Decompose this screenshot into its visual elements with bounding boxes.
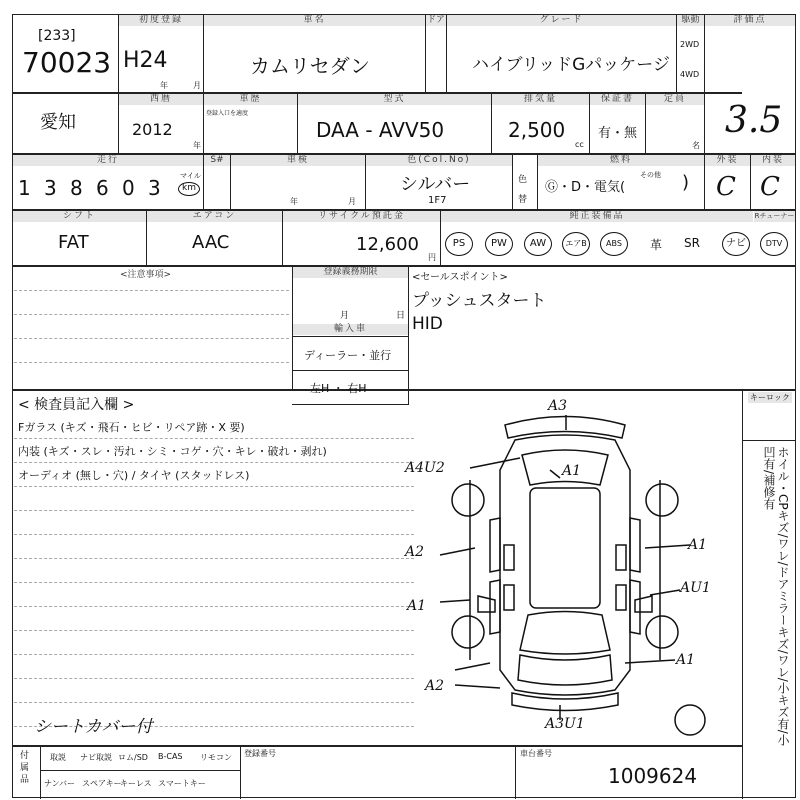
grade-header: グレード bbox=[447, 15, 676, 26]
mark-right-rear-door: A1 bbox=[688, 537, 708, 553]
footer-top-item: ロム/SD bbox=[118, 753, 148, 762]
import-header: 輸入車 bbox=[293, 324, 408, 335]
footer-top-item: B-CAS bbox=[158, 752, 183, 761]
reg-month-unit: 月 bbox=[340, 311, 350, 321]
equipment-item: SR bbox=[684, 236, 700, 250]
interior-header: 内装 bbox=[751, 155, 795, 166]
footer-bottom-item: キーレス bbox=[120, 779, 152, 788]
color-header: 色(Col.No) bbox=[366, 155, 512, 166]
shaken-header: 車歴 bbox=[204, 94, 297, 105]
notes-header: <注意事項> bbox=[120, 270, 172, 280]
displacement-value: 2,500 bbox=[508, 118, 566, 142]
shift-header: シフト bbox=[13, 211, 146, 222]
capacity-unit: 名 bbox=[692, 141, 700, 150]
drive-2wd: 2WD bbox=[680, 40, 700, 49]
fuel-close: ) bbox=[682, 172, 690, 193]
car-name-header: 車名 bbox=[204, 15, 425, 26]
mileage-digit: 1 bbox=[18, 176, 31, 200]
footer-bottom-item: スペアキー bbox=[82, 779, 122, 788]
registration-header: 登録義務期限 bbox=[293, 267, 408, 278]
seireki-unit: 年 bbox=[193, 141, 201, 150]
lot-number: 70023 bbox=[22, 46, 112, 79]
fuel-value: Ⓖ・D・電気( bbox=[545, 180, 626, 195]
equipment-item: AW bbox=[524, 232, 552, 256]
mark-left-front-fender: A2 bbox=[425, 678, 445, 694]
color-code: 1F7 bbox=[428, 195, 447, 206]
steering: 左H ・ 右H bbox=[310, 382, 367, 395]
inspection-year-unit: 年 bbox=[290, 197, 298, 206]
footer-label: 付属品 bbox=[20, 751, 30, 785]
mark-rear-bumper: A3 bbox=[548, 398, 568, 414]
mark-right-front-door: AU1 bbox=[680, 580, 711, 596]
mark-rear-left: A4U2 bbox=[405, 460, 445, 476]
displacement-header: 排気量 bbox=[492, 94, 589, 105]
reg-number-label: 登録番号 bbox=[244, 749, 276, 758]
sales-point-2: HID bbox=[412, 314, 443, 334]
displacement-unit: cc bbox=[575, 140, 584, 149]
equipment-item: PW bbox=[485, 232, 513, 256]
equipment-item: PS bbox=[445, 232, 473, 256]
mileage-header: 走行 bbox=[13, 155, 203, 166]
inspection-month-unit: 月 bbox=[348, 197, 356, 206]
seireki-header: 西暦 bbox=[119, 94, 203, 105]
mark-left-front-door: A1 bbox=[407, 598, 427, 614]
first-reg-year-unit: 年 bbox=[160, 81, 168, 90]
inspector-line-1: Fガラス (キズ・飛石・ヒビ・リペア跡・X 要) bbox=[18, 421, 245, 434]
fuel-other: その他 bbox=[640, 171, 661, 179]
warranty-value: 有・無 bbox=[598, 126, 638, 141]
recolor-label: 色替 bbox=[518, 175, 528, 205]
first-reg-month-unit: 月 bbox=[193, 81, 201, 90]
mark-trunk: A1 bbox=[562, 463, 582, 479]
door-header: ドア bbox=[427, 15, 445, 25]
interior-value: C bbox=[760, 172, 780, 202]
mileage-digit: 0 bbox=[122, 176, 135, 200]
model-value: DAA - AVV50 bbox=[316, 118, 445, 142]
mileage-digit: 6 bbox=[96, 176, 109, 200]
right-vertical-text: ホイル・CPキズ/ワレ/ドアミラーキズ/ワレ/小キズ有/小凹有/補修有 bbox=[762, 446, 790, 746]
exterior-value: C bbox=[716, 172, 736, 202]
grade: ハイブリッドGパッケージ bbox=[472, 55, 670, 75]
footer-bottom-item: スマートキー bbox=[158, 779, 206, 788]
seireki-value: 2012 bbox=[132, 120, 173, 139]
warranty-header: 保証書 bbox=[590, 94, 645, 105]
mileage-digit: 3 bbox=[148, 176, 161, 200]
score-value: 3.5 bbox=[725, 100, 783, 141]
shift-value: FAT bbox=[58, 232, 89, 253]
region: 愛知 bbox=[40, 112, 76, 133]
inspector-header: < 検査員記入欄 > bbox=[18, 397, 135, 413]
sales-points-header: <セールスポイント> bbox=[412, 272, 508, 283]
inspection-header: 車検 bbox=[231, 155, 365, 166]
mileage-unit-km: km bbox=[178, 182, 200, 196]
footer-top-item: リモコン bbox=[200, 753, 232, 762]
shaken-sub: 登録入口を適度 bbox=[206, 110, 249, 117]
mark-left-rear-door: A2 bbox=[405, 544, 425, 560]
mileage-digit: 3 bbox=[44, 176, 57, 200]
recycle-value: 12,600 bbox=[356, 234, 419, 255]
recycle-unit: 円 bbox=[428, 253, 436, 262]
s-number-header: S# bbox=[204, 155, 230, 166]
sales-point-1: プッシュスタート bbox=[412, 291, 547, 311]
inspector-line-2: 内装 (キズ・スレ・汚れ・シミ・コゲ・穴・キレ・破れ・剥れ) bbox=[18, 445, 327, 458]
equipment-item: DTV bbox=[760, 232, 788, 256]
equipment-item: ABS bbox=[600, 232, 628, 256]
keyless-header: キーロック bbox=[750, 393, 790, 402]
equipment-item: エアB bbox=[562, 232, 590, 256]
equipment-item: ナビ bbox=[722, 232, 750, 256]
fuel-header: 燃料 bbox=[538, 155, 704, 166]
tuner-header: Rチューナー bbox=[754, 212, 795, 220]
drive-4wd: 4WD bbox=[680, 70, 700, 79]
aircon-value: AAC bbox=[192, 232, 230, 253]
recycle-header: リサイクル預託金 bbox=[283, 211, 440, 222]
mark-front-bumper: A3U1 bbox=[545, 716, 585, 732]
import-dealer: ディーラー・並行 bbox=[304, 349, 392, 362]
car-name: カムリセダン bbox=[250, 54, 370, 78]
lot-code: [233] bbox=[38, 28, 76, 44]
reg-day-unit: 日 bbox=[396, 311, 406, 321]
score-header: 評価点 bbox=[705, 15, 795, 26]
chassis-number: 1009624 bbox=[608, 764, 698, 788]
model-header: 型式 bbox=[298, 94, 491, 105]
mark-right-front: A1 bbox=[676, 652, 696, 668]
mileage-unit-mile: マイル bbox=[180, 172, 201, 180]
drive-header: 駆動 bbox=[677, 15, 704, 26]
exterior-header: 外装 bbox=[705, 155, 750, 166]
mileage-digit: 8 bbox=[70, 176, 83, 200]
capacity-header: 定員 bbox=[646, 94, 704, 105]
footer-top-item: ナビ取説 bbox=[80, 753, 112, 762]
aircon-header: エアコン bbox=[147, 211, 282, 222]
equipment-item: 革 bbox=[650, 238, 663, 252]
handwritten-note: シートカバー付 bbox=[34, 717, 153, 737]
first-reg-value: H24 bbox=[123, 48, 168, 73]
color-value: シルバー bbox=[400, 174, 471, 195]
chassis-label: 車台番号 bbox=[520, 749, 552, 758]
footer-top-item: 取説 bbox=[50, 753, 66, 762]
inspector-line-3: オーディオ (無し・穴) / タイヤ (スタッドレス) bbox=[18, 469, 250, 482]
first-reg-header: 初度登録 bbox=[119, 15, 203, 26]
footer-bottom-item: ナンバー bbox=[44, 779, 76, 788]
equipment-header: 純正装備品 bbox=[441, 211, 753, 222]
